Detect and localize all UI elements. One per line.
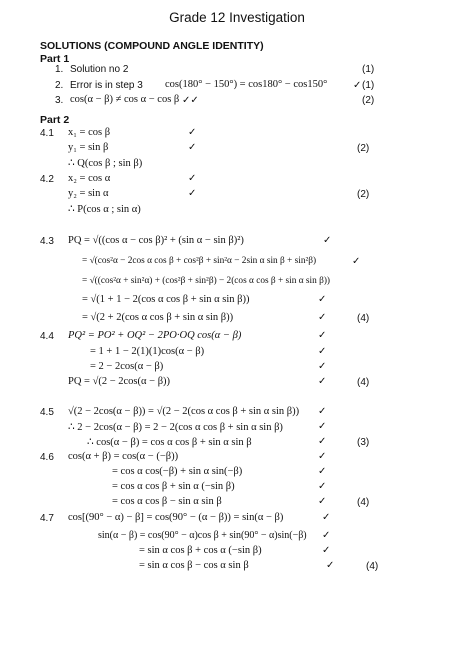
solutions-heading: SOLUTIONS (COMPOUND ANGLE IDENTITY)	[40, 40, 264, 52]
check-icon: ✓	[318, 294, 327, 305]
s42-mark: (2)	[357, 189, 370, 200]
check-icon: ✓	[318, 436, 327, 447]
s46-line2: = cos α cos(−β) + sin α sin(−β)	[112, 466, 243, 477]
s41-line1: x₁ = cos β	[68, 127, 111, 138]
s42-line2: y₂ = sin α	[68, 188, 109, 199]
check-icon: ✓	[326, 560, 335, 571]
s46-line1: cos(α + β) = cos(α − (−β))	[68, 451, 179, 462]
s41-mark: (2)	[357, 143, 370, 154]
s43-line1: PQ = √((cos α − cos β)² + (sin α − sin β)²)	[68, 235, 244, 246]
check-icon: ✓	[322, 545, 331, 556]
s45-line1: √(2 − 2cos(α − β)) = √(2 − 2(cos α cos β + sin α sin β))	[68, 406, 300, 417]
p1-item1-text: Solution no 2	[70, 64, 129, 75]
p1-item2-expression: cos(180° − 150°) = cos180° − cos150°	[165, 79, 328, 90]
check-icon: ✓	[318, 451, 327, 462]
check-icon: ✓	[318, 481, 327, 492]
part2-label: Part 2	[40, 114, 70, 126]
s47-line3: = sin α cos β + cos α (−sin β)	[139, 545, 262, 556]
s43-line4: = √(1 + 1 − 2(cos α cos β + sin α sin β))	[82, 294, 250, 305]
s44-line1: PQ² = PO² + OQ² − 2PO·OQ cos(α − β)	[68, 330, 242, 341]
p1-item3-number: 3.	[55, 95, 64, 106]
check-icon: ✓	[318, 346, 327, 357]
s47-number: 4.7	[40, 513, 54, 524]
s45-line3: ∴ cos(α − β) = cos α cos β + sin α sin β	[87, 437, 252, 448]
check-icon: ✓	[322, 530, 331, 541]
p1-item3-expression: cos(α − β) ≠ cos α − cos β	[70, 94, 180, 105]
check-icon: ✓	[318, 496, 327, 507]
p1-item1-mark: (1)	[362, 64, 375, 75]
p1-item2-mark: (1)	[362, 80, 375, 91]
check-icon: ✓	[318, 361, 327, 372]
p1-item3-mark: (2)	[362, 95, 375, 106]
s44-line2: = 1 + 1 − 2(1)(1)cos(α − β)	[90, 346, 205, 357]
check-icon: ✓	[188, 127, 197, 138]
s43-mark: (4)	[357, 313, 370, 324]
s47-line4: = sin α cos β − cos α sin β	[139, 560, 249, 571]
s43-line2: = √(cos²α − 2cos α cos β + cos²β + sin²α − 2sin α sin β + sin²β)	[82, 256, 317, 266]
s41-line2: y₁ = sin β	[68, 142, 109, 153]
s42-line1: x₂ = cos α	[68, 173, 111, 184]
s42-line3: ∴ P(cos α ; sin α)	[68, 204, 141, 215]
p1-item1-number: 1.	[55, 64, 64, 75]
s45-number: 4.5	[40, 407, 54, 418]
s42-number: 4.2	[40, 174, 54, 185]
s46-mark: (4)	[357, 497, 370, 508]
s44-line3: = 2 − 2cos(α − β)	[90, 361, 164, 372]
p1-item2-text: Error is in step 3	[70, 80, 143, 91]
document-title: Grade 12 Investigation	[169, 10, 305, 25]
s41-number: 4.1	[40, 128, 54, 139]
check-icon: ✓	[318, 406, 327, 417]
s46-number: 4.6	[40, 452, 54, 463]
check-icon: ✓	[318, 466, 327, 477]
s43-line5: = √(2 + 2(cos α cos β + sin α sin β))	[82, 312, 234, 323]
s44-number: 4.4	[40, 331, 54, 342]
s45-mark: (3)	[357, 437, 370, 448]
p1-item2-number: 2.	[55, 80, 64, 91]
check-icon: ✓✓	[182, 95, 199, 106]
check-icon: ✓	[188, 188, 197, 199]
s47-line1: cos[(90° − α) − β] = cos(90° − (α − β)) = sin(α − β)	[68, 512, 284, 523]
check-icon: ✓	[322, 512, 331, 523]
s47-mark: (4)	[366, 561, 379, 572]
s44-line4: PQ = √(2 − 2cos(α − β))	[68, 376, 171, 387]
check-icon: ✓	[318, 312, 327, 323]
check-icon: ✓	[318, 421, 327, 432]
s47-line2: sin(α − β) = cos(90° − α)cos β + sin(90° − α)sin(−β)	[98, 530, 307, 541]
check-icon: ✓	[188, 173, 197, 184]
s46-line3: = cos α cos β + sin α (−sin β)	[112, 481, 235, 492]
s43-number: 4.3	[40, 236, 54, 247]
s46-line4: = cos α cos β − sin α sin β	[112, 496, 222, 507]
check-icon: ✓	[318, 376, 327, 387]
s45-line2: ∴ 2 − 2cos(α − β) = 2 − 2(cos α cos β + sin α sin β)	[68, 422, 283, 433]
check-icon: ✓	[318, 330, 327, 341]
s41-line3: ∴ Q(cos β ; sin β)	[68, 158, 143, 169]
check-icon: ✓	[352, 256, 361, 267]
check-icon: ✓	[323, 235, 332, 246]
s43-line3: = √((cos²α + sin²α) + (cos²β + sin²β) − 2(cos α cos β + sin α sin β))	[82, 276, 331, 286]
part1-label: Part 1	[40, 53, 70, 65]
check-icon: ✓	[353, 80, 362, 91]
check-icon: ✓	[188, 142, 197, 153]
s44-mark: (4)	[357, 377, 370, 388]
